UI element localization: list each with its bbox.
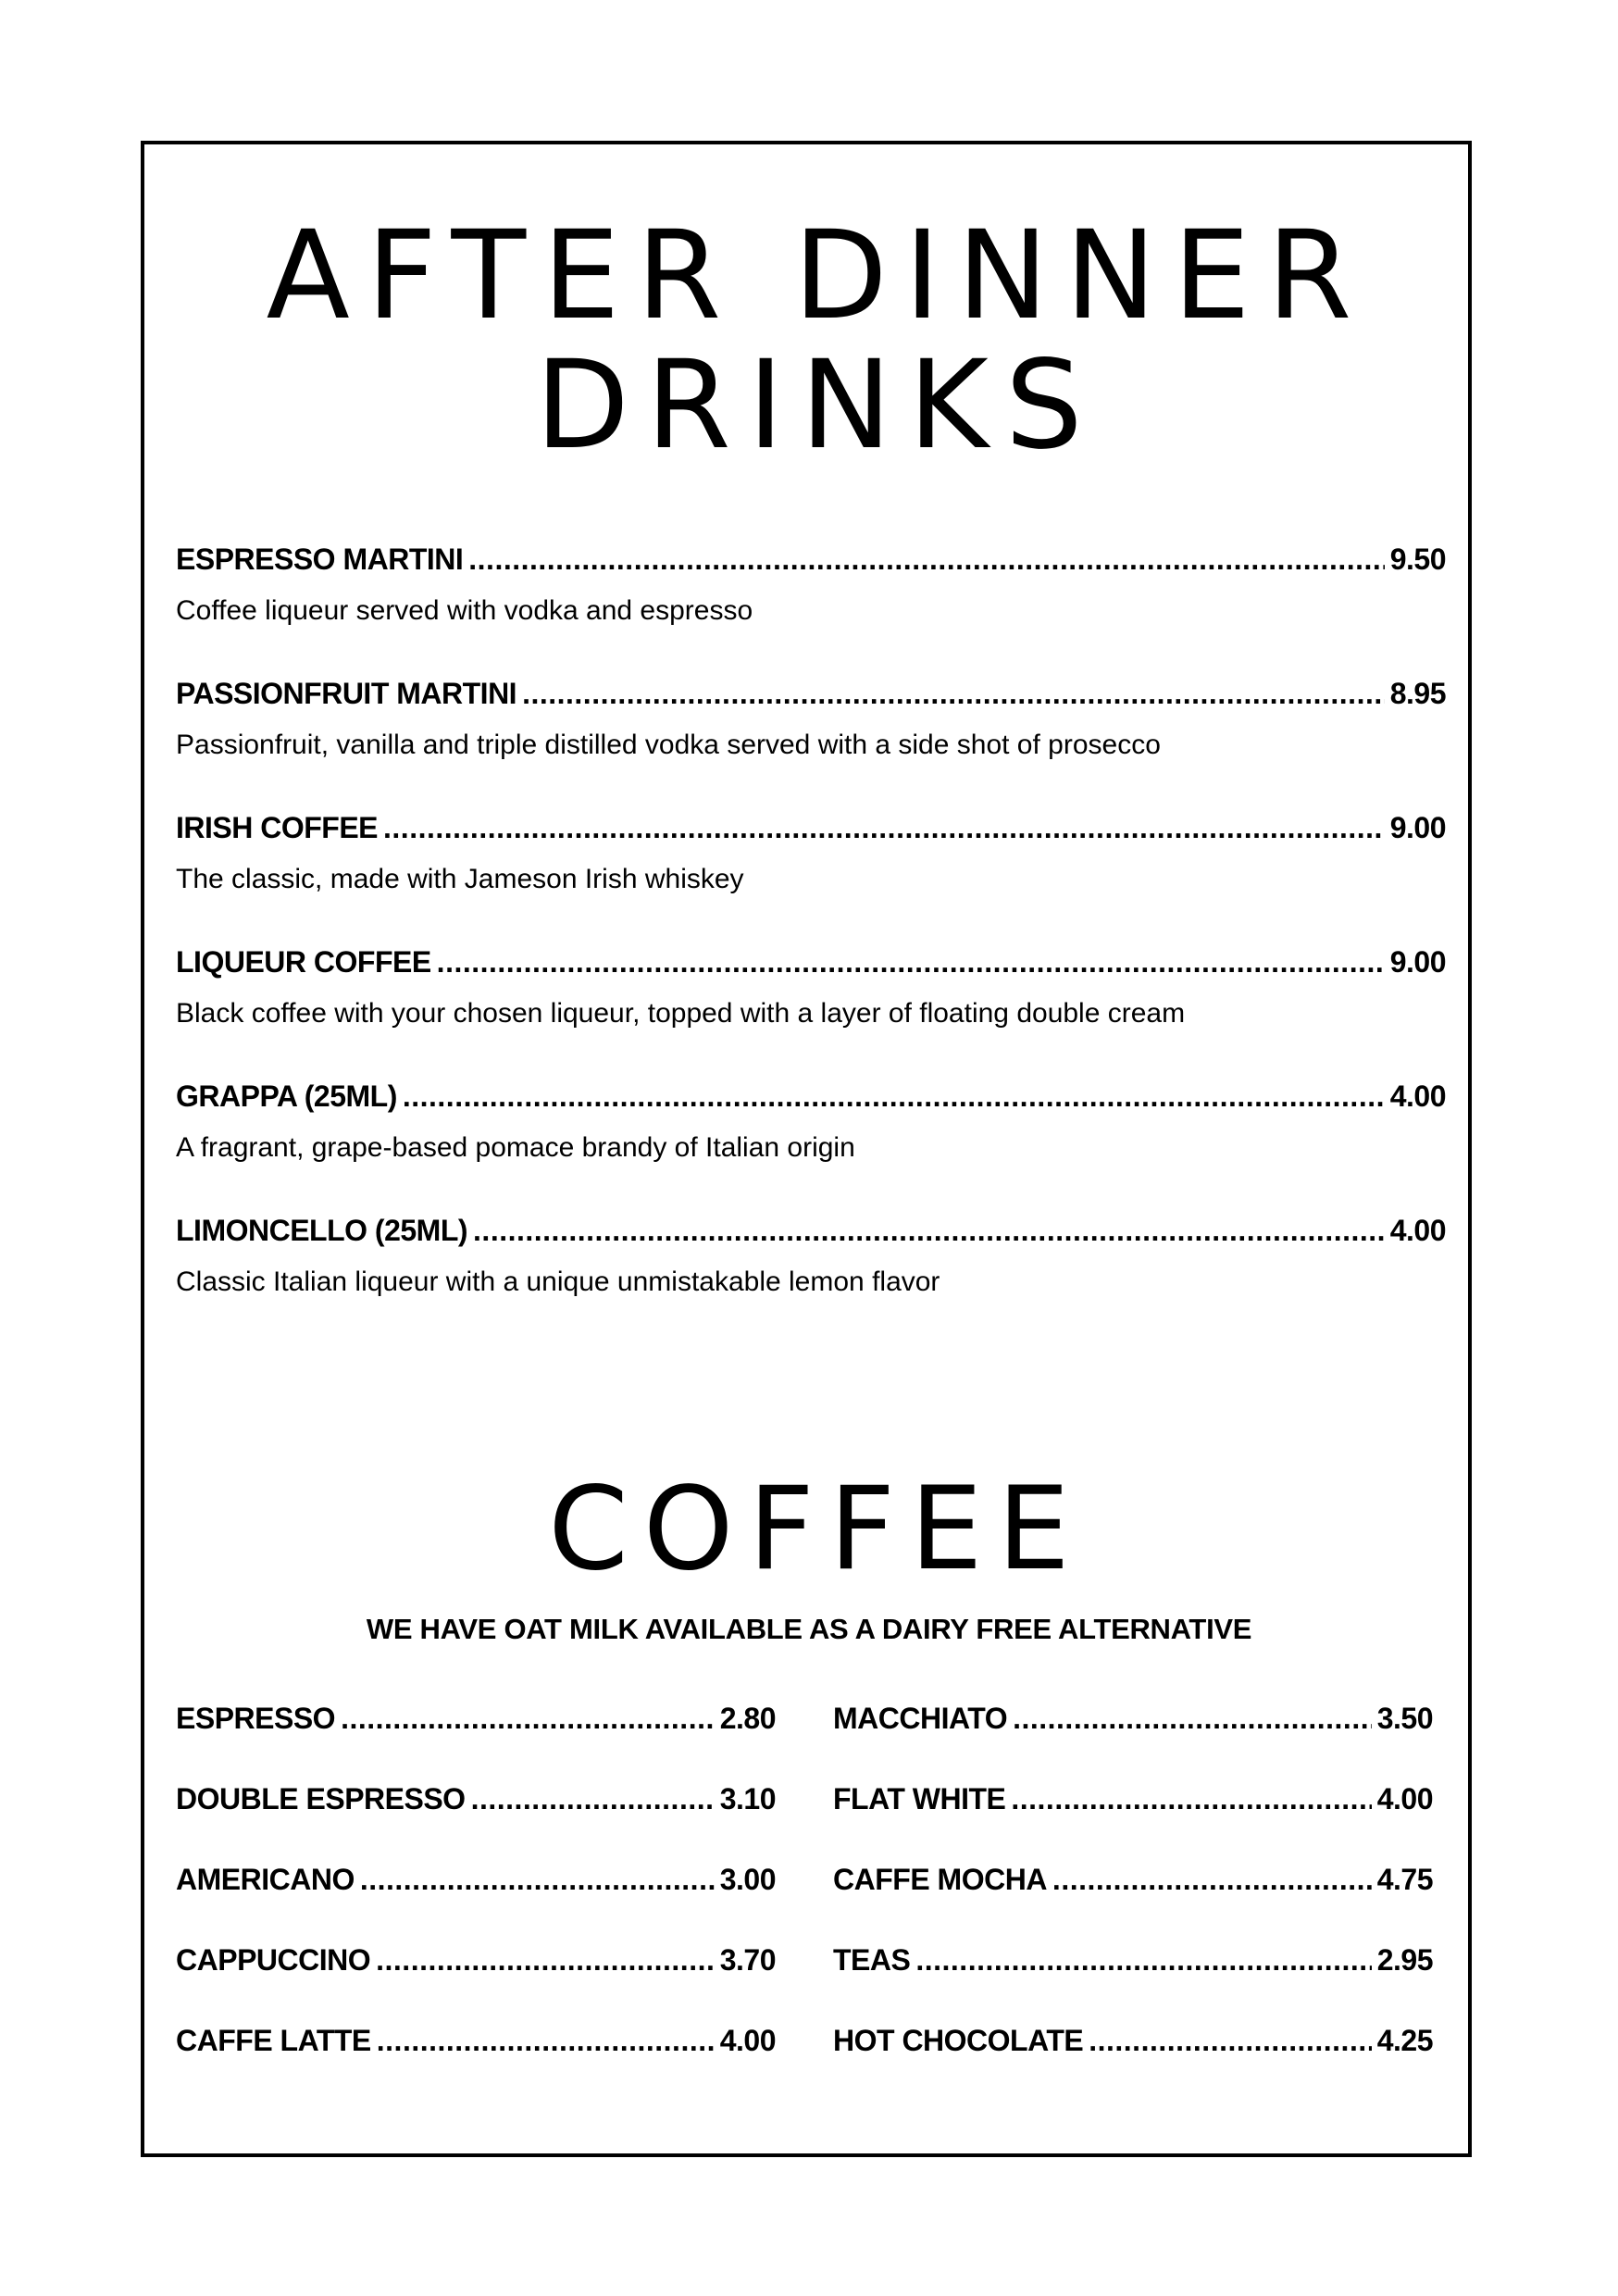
coffee-price: 3.70 (719, 1943, 776, 1977)
drink-name: LIQUEUR COFFEE (176, 945, 431, 979)
dot-leader (1052, 1863, 1372, 1897)
coffee-price: 4.75 (1376, 1863, 1433, 1896)
drink-price: 8.95 (1389, 677, 1446, 710)
drink-row (176, 1079, 1446, 1114)
drink-price: 4.00 (1389, 1214, 1446, 1247)
coffee-row (833, 1863, 1433, 1943)
drink-name: IRISH COFFEE (176, 811, 379, 844)
page-title (0, 205, 1618, 477)
drink-description: Classic Italian liqueur with a unique unmistakable lemon flavor (176, 1267, 940, 1297)
drink-row (176, 543, 1446, 577)
coffee-row (833, 1702, 1433, 1782)
drink-row (176, 945, 1446, 980)
dot-leader (522, 677, 1385, 711)
drink-name: LIMONCELLO (25ML) (176, 1214, 468, 1247)
dot-leader (915, 1943, 1371, 1978)
drink-description: Black coffee with your chosen liqueur, topped with a layer of floating double cream (176, 998, 1186, 1029)
coffee-section-title: COFFEE (548, 1463, 1085, 1596)
coffee-name: TEAS (833, 1943, 911, 1977)
coffee-row (176, 2024, 776, 2104)
coffee-list-right (833, 1702, 1433, 2104)
drink-description: Coffee liqueur served with vodka and espresso (176, 595, 753, 626)
coffee-price: 3.00 (719, 1863, 776, 1896)
title-line-2: DRINKS (535, 334, 1100, 477)
coffee-name: FLAT WHITE (833, 1782, 1006, 1816)
coffee-row (176, 1782, 776, 1863)
list-item (176, 945, 1446, 1079)
coffee-row (833, 2024, 1433, 2104)
oat-milk-note: WE HAVE OAT MILK AVAILABLE AS A DAIRY FREE ALTERNATIVE (366, 1613, 1252, 1645)
drink-name: ESPRESSO MARTINI (176, 543, 464, 576)
coffee-row (833, 1943, 1433, 2024)
drink-row (176, 1214, 1446, 1248)
dot-leader (1013, 1702, 1372, 1736)
drink-name: PASSIONFRUIT MARTINI (176, 677, 517, 710)
coffee-name: AMERICANO (176, 1863, 355, 1896)
coffee-row (176, 1863, 776, 1943)
dot-leader (376, 1943, 715, 1978)
list-item (176, 811, 1446, 945)
coffee-price: 4.25 (1376, 2024, 1433, 2057)
dot-leader (1011, 1782, 1371, 1816)
drink-row (176, 677, 1446, 711)
coffee-price: 3.50 (1376, 1702, 1433, 1735)
dot-leader (377, 2024, 715, 2058)
coffee-price: 2.80 (719, 1702, 776, 1735)
coffee-price: 4.00 (1376, 1782, 1433, 1816)
drink-price: 9.00 (1389, 811, 1446, 844)
drink-name: GRAPPA (25ML) (176, 1079, 397, 1113)
coffee-row (176, 1943, 776, 2024)
coffee-name: HOT CHOCOLATE (833, 2024, 1084, 2057)
coffee-list-left (176, 1702, 776, 2104)
coffee-row (176, 1702, 776, 1782)
coffee-name: CAFFE MOCHA (833, 1863, 1047, 1896)
after-dinner-drinks-list (176, 543, 1446, 1348)
dot-leader (360, 1863, 715, 1897)
drink-description: Passionfruit, vanilla and triple distilled vodka served with a side shot of prosecco (176, 730, 1161, 760)
coffee-name: CAPPUCCINO (176, 1943, 371, 1977)
coffee-price: 4.00 (719, 2024, 776, 2057)
list-item (176, 1079, 1446, 1214)
dot-leader (471, 1782, 715, 1816)
drink-row (176, 811, 1446, 845)
coffee-price: 2.95 (1376, 1943, 1433, 1977)
coffee-price: 3.10 (719, 1782, 776, 1816)
coffee-name: ESPRESSO (176, 1702, 336, 1735)
coffee-row (833, 1782, 1433, 1863)
drink-description: A fragrant, grape-based pomace brandy of Italian origin (176, 1132, 855, 1163)
title-line-1: AFTER DINNER (266, 205, 1369, 347)
list-item (176, 677, 1446, 811)
drink-price: 9.00 (1389, 945, 1446, 979)
drink-description: The classic, made with Jameson Irish whiskey (176, 864, 744, 894)
list-item (176, 543, 1446, 677)
coffee-name: MACCHIATO (833, 1702, 1008, 1735)
drink-price: 4.00 (1389, 1079, 1446, 1113)
dot-leader (341, 1702, 715, 1736)
drink-price: 9.50 (1389, 543, 1446, 576)
dot-leader (1089, 2024, 1372, 2058)
dot-leader (403, 1079, 1385, 1114)
dot-leader (383, 811, 1385, 845)
coffee-name: DOUBLE ESPRESSO (176, 1782, 466, 1816)
dot-leader (468, 543, 1384, 577)
dot-leader (473, 1214, 1385, 1248)
coffee-name: CAFFE LATTE (176, 2024, 371, 2057)
list-item (176, 1214, 1446, 1348)
dot-leader (437, 945, 1385, 980)
